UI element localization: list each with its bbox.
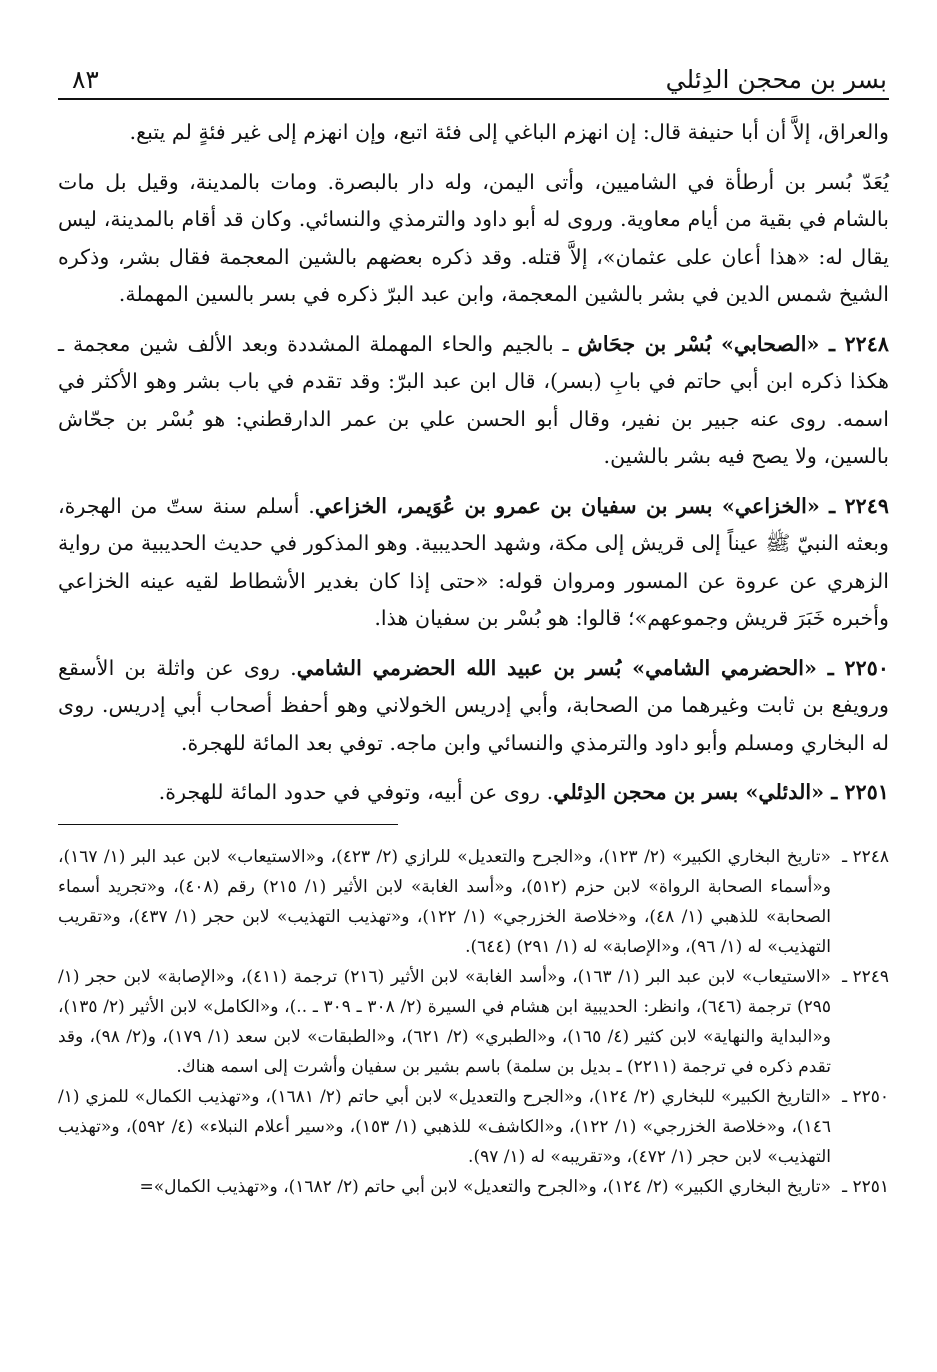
footnote-text: «التاريخ الكبير» للبخاري (٢/ ١٢٤)، و«الجرح والتعديل» لابن أبي حاتم (٢/ ١٦٨١)، و«تهذيب الكمال» للمزي (١/ ١٤٦)، و«خلاصة الخزرجي» (١/ ١٢٢)، و«الكاشف» للذهبي (١/ ١٥٣)، و«سير أعلام النبلاء» (٤/ ٥٩٢)، و«تهذيب التهذيب» لابن حجر (١/ ٤٧٢)، و«تقريبه» له (١/ ٩٧). [58,1086,832,1167]
main-text [58,114,889,812]
footnote-2251 [58,1172,889,1202]
entry-2251 [58,774,889,812]
footnote-number: ٢٢٤٨ ـ [842,846,889,867]
entry-2248 [58,326,889,476]
footnotes [58,842,889,1202]
entry-2249-heading: ٢٢٤٩ ـ «الخزاعي» بسر بن سفيان بن عمرو بن عُوَيمر، الخزاعي [314,493,890,518]
footnote-2249 [58,962,889,1082]
paragraph-busr-bin-artah: يُعَدّ بُسر بن أرطأة في الشاميين، وأتى اليمن، وله دار بالبصرة. ومات بالمدينة، وقيل بل مات بالشام في بقية من أيام معاوية. وروى له أبو داود والترمذي والنسائي. وكان قد أقام بالمدينة، ليس يقال له: «هذا أعان على عثمان»، إلاَّ قتله. وقد ذكره بعضهم بالشين المعجمة فقال بشر، وذكره الشيخ شمس الدين في بشر بالشين المعجمة، وابن عبد البرّ ذكره في بسر بالسين المهملة. [58,169,889,306]
footnote-text: «تاريخ البخاري الكبير» (٢/ ١٢٤)، و«الجرح والتعديل» لابن أبي حاتم (٢/ ١٦٨٢)، و«تهذيب الكمال»= [139,1176,831,1197]
footnote-text: «تاريخ البخاري الكبير» (٢/ ١٢٣)، و«الجرح والتعديل» للرازي (٢/ ٤٢٣)، و«الاستيعاب» لابن عبد البر (١/ ١٦٧)، و«أسماء الصحابة الرواة» لابن حزم (٥١٢)، و«أسد الغابة» لابن الأثير (١/ ٢١٥) رقم (٤٠٨)، و«تجريد أسماء الصحابة» للذهبي (١/ ٤٨)، و«خلاصة الخزرجي» (١/ ١٢٢)، و«تهذيب التهذيب» لابن حجر (١/ ٤٣٧)، و«تقريب التهذيب» له (١/ ٩٦)، و«الإصابة» له (١/ ٢٩١) (٦٤٤). [58,846,831,957]
entry-2251-body: . روى عن أبيه، وتوفي في حدود المائة للهجرة. [158,780,554,804]
footnote-number: ٢٢٤٩ ـ [842,966,889,987]
running-header [58,52,889,100]
entry-2251-heading: ٢٢٥١ ـ «الدئلي» بسر بن محجن الدِئلي [553,780,889,804]
entry-2249-body: . أسلم سنة ستّ من الهجرة، وبعثه النبيّ ﷺ عيناً إلى قريش إلى مكة، وشهد الحديبية. وهو المذكور في حديث الحديبية من رواية الزهري عن عروة عن المسور ومروان قوله: «حتى إذا كان بغدير الأشطاط لقيه عينه الخزاعي وأخبره خَبَرَ قريش وجموعهم»؛ قالوا: هو بُسْر بن سفيان هذا. [58,493,889,630]
entry-2249 [58,488,889,638]
footnote-number: ٢٢٥١ ـ [842,1176,889,1197]
entry-2250-body: . روى عن واثلة بن الأسقع ورويفع بن ثابت وغيرهما من الصحابة، وأبي إدريس الخولاني وهو أحفظ أصحاب أبي إدريس. روى له البخاري ومسلم وأبو داود والترمذي والنسائي وابن ماجه. توفي بعد المائة للهجرة. [58,655,889,755]
footnote-2248 [58,842,889,962]
entry-2250 [58,650,889,763]
entry-2248-body: ـ بالجيم والحاء المهملة المشددة وبعد الألف شين معجمة ـ هكذا ذكره ابن أبي حاتم في بابِ (بسر)، قال ابن عبد البرّ: وقد تقدم في باب بشر وهو الأكثر في اسمه. روى عنه جبير بن نفير، وقال أبو الحسن علي بن عمر الدارقطني: هو بُسْر بن جحّاش بالسين، ولا يصح فيه بشر بالشين. [58,331,889,468]
paragraph-continuation: والعراق، إلاَّ أن أبا حنيفة قال: إن انهزم الباغي إلى فئة اتبع، وإن انهزم إلى غير فئةٍ لم يتبع. [129,120,889,144]
page-number: ٨٣ [72,65,99,94]
footnote-number: ٢٢٥٠ ـ [842,1086,889,1107]
footnote-2250 [58,1082,889,1172]
footnote-text: «الاستيعاب» لابن عبد البر (١/ ١٦٣)، و«أسد الغابة» لابن الأثير (٢١٦) ترجمة (٤١١)، و«الإصابة» لابن حجر (١/ ٢٩٥) ترجمة (٦٤٦)، وانظر: الحديبية ابن هشام في السيرة (٢/ ٣٠٨ ـ ٣٠٩ ـ ..)، و«الكامل» لابن الأثير (٢/ ١٣٥)، و«البداية والنهاية» لابن كثير (٤/ ١٦٥)، و«الطبري» (٢/ ٦٢١)، و«الطبقات» لابن سعد (١/ ١٧٩)، و(٢/ ٩٨)، وقد تقدم ذكره في ترجمة (٢٢١١) ـ بديل بن سلمة) باسم بشير بن سفيان وأشرت إلى اسمه هناك. [58,966,832,1077]
footnote-divider [58,824,398,825]
header-title: بسر بن محجن الدِئلي [665,65,887,94]
entry-2250-heading: ٢٢٥٠ ـ «الحضرمي الشامي» بُسر بن عبيد الله الحضرمي الشامي [296,655,889,680]
entry-2248-heading: ٢٢٤٨ ـ «الصحابي» بُسْر بن جحَاش [577,331,890,356]
